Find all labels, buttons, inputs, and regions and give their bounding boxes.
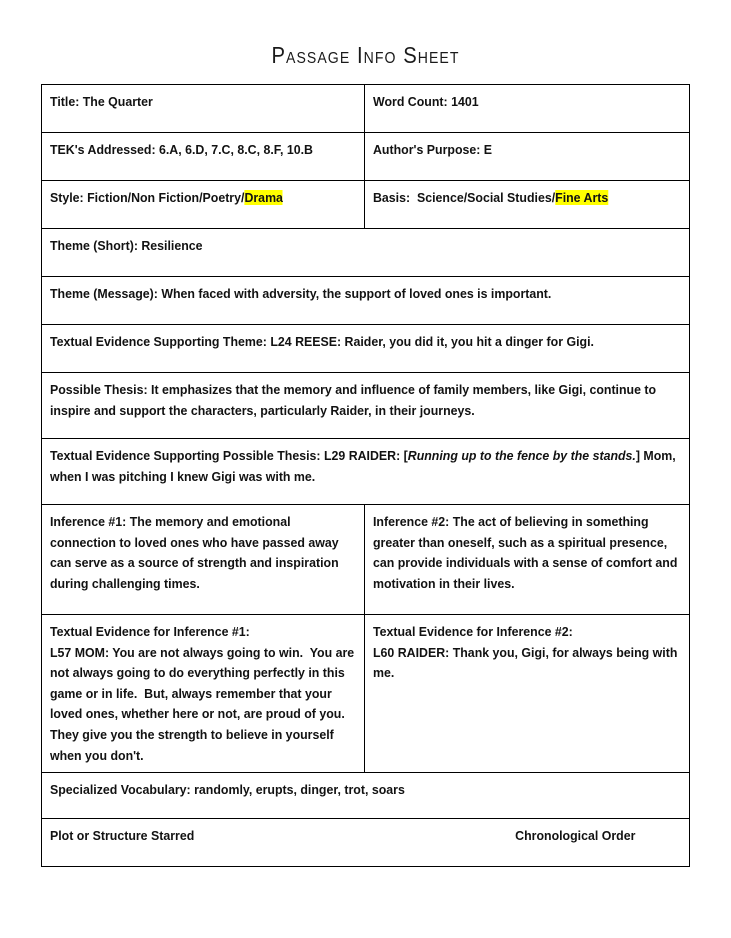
page-title: Passage Info Sheet xyxy=(271,42,460,68)
cell-textual-evidence-inference-1 xyxy=(42,615,365,773)
cell-textual-evidence-thesis-text xyxy=(50,446,681,487)
cell-basis-text xyxy=(373,188,681,209)
cell-textual-evidence-theme-text: Textual Evidence Supporting Theme: L24 REESE: Raider, you did it, you hit a dinger for Gigi. xyxy=(50,334,594,349)
cell-inference-2-text: Inference #2: The act of believing in something greater than oneself, such as a spiritual presence, can provide individuals with a sense of comfort and motivation in their lives. xyxy=(373,514,681,591)
plot-or-structure-label: Plot or Structure Starred xyxy=(50,828,195,844)
cell-title-text: Title: The Quarter xyxy=(50,94,153,109)
table-row xyxy=(42,85,690,133)
plot-or-structure-value: Chronological Order xyxy=(515,828,636,844)
cell-theme-message-text: Theme (Message): When faced with adversity, the support of loved ones is important. xyxy=(50,286,552,301)
cell-possible-thesis xyxy=(42,373,690,439)
table-row xyxy=(42,181,690,229)
table-row xyxy=(42,819,690,867)
table-row xyxy=(42,133,690,181)
cell-textual-evidence-inference-2 xyxy=(365,615,690,773)
table-row xyxy=(42,325,690,373)
table-row xyxy=(42,615,690,773)
cell-theme-message xyxy=(42,277,690,325)
cell-teks-addressed-text: TEK's Addressed: 6.A, 6.D, 7.C, 8.C, 8.F, 10.B xyxy=(50,142,313,157)
cell-textual-evidence-theme xyxy=(42,325,690,373)
thesis-evidence-stage-direction: Running up to the fence by the stands. xyxy=(407,448,636,463)
cell-basis xyxy=(365,181,690,229)
cell-specialized-vocabulary xyxy=(42,773,690,819)
table-row xyxy=(42,773,690,819)
cell-textual-evidence-inference-1-text: Textual Evidence for Inference #1: L57 MOM: You are not always going to win. You are not always going to do everything perfectly in this game or in life. But, always remember that your loved ones, whether here or not, are proud of you. They give you the strength to believe in yourself when you don't. xyxy=(50,624,355,763)
basis-prefix: Basis: Science/Social Studies/ xyxy=(373,190,556,205)
cell-style-text xyxy=(50,188,356,209)
thesis-evidence-suffix: ] Mom, when I was pitching I knew Gigi was with me. xyxy=(50,448,680,484)
cell-inference-2 xyxy=(365,505,690,615)
plot-row-inner xyxy=(50,826,681,847)
cell-title xyxy=(42,85,365,133)
cell-inference-1-text: Inference #1: The memory and emotional connection to loved ones who have passed away can serve as a source of strength and inspiration during challenging times. xyxy=(50,514,343,591)
thesis-evidence-prefix: Textual Evidence Supporting Possible Thesis: L29 RAIDER: [ xyxy=(50,448,408,463)
basis-highlight: Fine Arts xyxy=(555,190,609,205)
cell-style xyxy=(42,181,365,229)
style-highlight: Drama xyxy=(244,190,283,205)
cell-word-count xyxy=(365,85,690,133)
passage-info-table xyxy=(41,84,690,867)
table-row xyxy=(42,229,690,277)
cell-textual-evidence-inference-2-text: Textual Evidence for Inference #2: L60 RAIDER: Thank you, Gigi, for always being with me. xyxy=(373,624,678,681)
cell-word-count-text: Word Count: 1401 xyxy=(373,94,479,109)
cell-authors-purpose xyxy=(365,133,690,181)
cell-authors-purpose-text: Author's Purpose: E xyxy=(373,142,493,157)
table-row xyxy=(42,277,690,325)
cell-theme-short xyxy=(42,229,690,277)
table-row xyxy=(42,373,690,439)
cell-plot-or-structure xyxy=(42,819,690,867)
cell-textual-evidence-thesis xyxy=(42,439,690,505)
cell-specialized-vocabulary-text: Specialized Vocabulary: randomly, erupts, dinger, trot, soars xyxy=(50,782,405,798)
table-row xyxy=(42,439,690,505)
style-prefix: Style: Fiction/Non Fiction/Poetry/ xyxy=(50,190,245,205)
table-row xyxy=(42,505,690,615)
cell-possible-thesis-text: Possible Thesis: It emphasizes that the memory and influence of family members, like Gigi, continue to inspire and support the characters, particularly Raider, in their journeys. xyxy=(50,382,660,418)
cell-teks-addressed xyxy=(42,133,365,181)
cell-theme-short-text: Theme (Short): Resilience xyxy=(50,238,203,253)
cell-inference-1 xyxy=(42,505,365,615)
